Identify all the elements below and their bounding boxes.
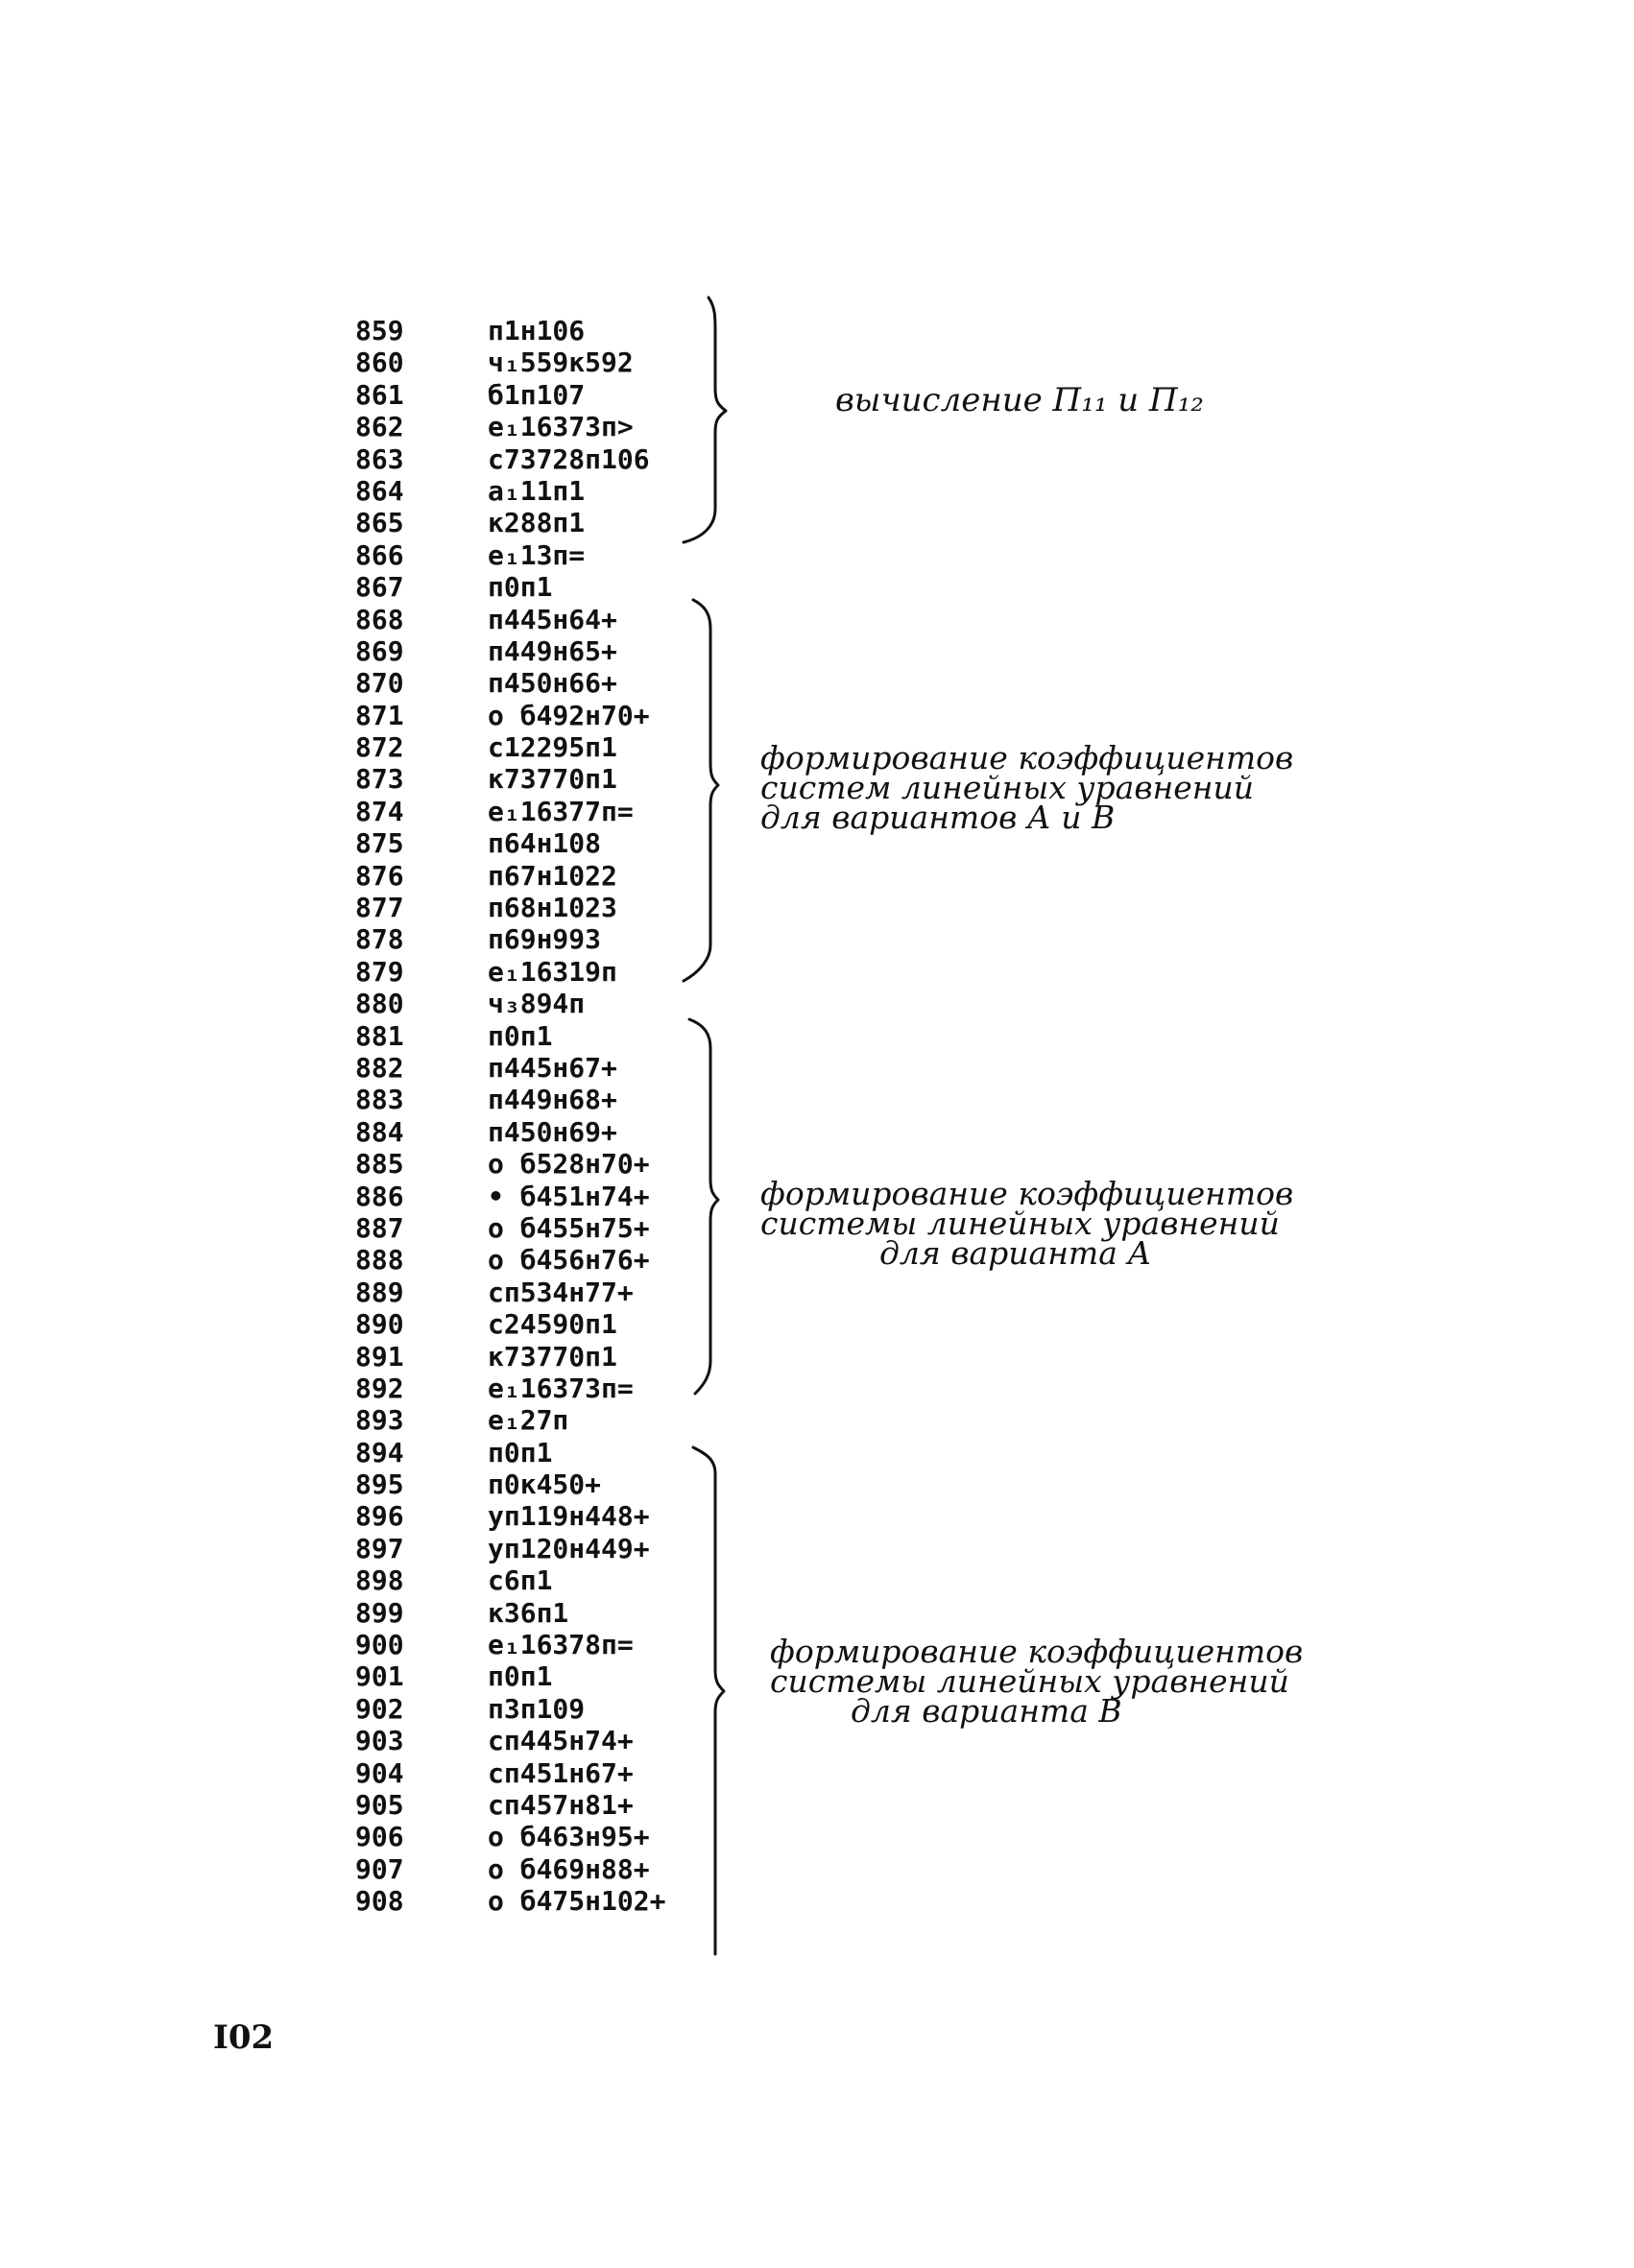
- instruction-code: п450н66+: [488, 667, 617, 700]
- instruction-code: е₁13п=: [488, 538, 586, 571]
- line-number: 860: [355, 346, 404, 379]
- line-number: 867: [355, 571, 404, 604]
- instruction-code: ч₁559к592: [488, 346, 634, 379]
- instruction-code: п449н65+: [488, 634, 617, 667]
- line-number: 902: [355, 1692, 404, 1725]
- line-number: 875: [355, 827, 404, 860]
- line-number: 903: [355, 1725, 404, 1757]
- line-number: 904: [355, 1756, 404, 1789]
- line-number: 864: [355, 474, 404, 507]
- comment-line: для варианта В: [851, 1692, 1122, 1730]
- line-number: 908: [355, 1885, 404, 1918]
- instruction-code: сп451н67+: [488, 1756, 634, 1789]
- instruction-code: уп119н448+: [488, 1500, 650, 1533]
- instruction-code: о б463н95+: [488, 1821, 650, 1853]
- instruction-code: к73770п1: [488, 1340, 617, 1373]
- instruction-code: о б475н102+: [488, 1885, 666, 1918]
- line-number: 859: [355, 315, 404, 346]
- instruction-code: б1п107: [488, 378, 586, 411]
- instruction-code: п445н67+: [488, 1051, 617, 1084]
- instruction-code: п64н108: [488, 827, 602, 860]
- comment-coefficients-a-b: [760, 739, 1294, 836]
- instruction-code: с6п1: [488, 1564, 553, 1597]
- instruction-code: п0к450+: [488, 1468, 602, 1501]
- line-number: 890: [355, 1308, 404, 1341]
- line-number: 892: [355, 1372, 404, 1404]
- line-number: 883: [355, 1084, 404, 1116]
- instruction-code: е₁16378п=: [488, 1629, 634, 1661]
- line-number: 871: [355, 699, 404, 731]
- instruction-code: п0п1: [488, 1019, 553, 1052]
- line-number: 901: [355, 1660, 404, 1693]
- instruction-code: с73728п106: [488, 442, 650, 475]
- instruction-code: е₁27п: [488, 1404, 569, 1437]
- line-number: 891: [355, 1340, 404, 1373]
- instruction-code: с24590п1: [488, 1308, 617, 1341]
- line-number: 882: [355, 1051, 404, 1084]
- line-number: 874: [355, 795, 404, 827]
- line-number: 862: [355, 411, 404, 443]
- instruction-code: о б492н70+: [488, 699, 650, 731]
- comment-compute-p11-p12: [835, 381, 1204, 419]
- line-number: 895: [355, 1468, 404, 1501]
- instruction-code: сп445н74+: [488, 1725, 634, 1757]
- page-number: I02: [213, 2018, 275, 2057]
- line-number: 866: [355, 538, 404, 571]
- instruction-code: сп534н77+: [488, 1276, 634, 1308]
- instruction-code: п0п1: [488, 1436, 553, 1468]
- instruction-code: а₁11п1: [488, 474, 586, 507]
- instruction-code: п450н69+: [488, 1115, 617, 1148]
- instruction-code: • б451н74+: [488, 1180, 650, 1212]
- line-number: 877: [355, 892, 404, 924]
- instruction-code: п0п1: [488, 1660, 553, 1693]
- instruction-code: п3п109: [488, 1692, 586, 1725]
- instruction-code: п68н1023: [488, 892, 617, 924]
- instruction-code: о б528н70+: [488, 1148, 650, 1181]
- instruction-code: е₁16377п=: [488, 795, 634, 827]
- line-number: 878: [355, 923, 404, 956]
- line-number: 879: [355, 955, 404, 988]
- line-number: 869: [355, 634, 404, 667]
- brace-3: [689, 1019, 718, 1394]
- line-number: 905: [355, 1788, 404, 1821]
- line-number: 885: [355, 1148, 404, 1181]
- comment-line: для вариантов А и В: [760, 799, 1116, 836]
- comment-coefficients-b: [770, 1633, 1304, 1730]
- line-number: 863: [355, 442, 404, 475]
- line-number: 865: [355, 507, 404, 539]
- comment-line: формирование коэффициентов: [760, 739, 1294, 776]
- instruction-code: п449н68+: [488, 1084, 617, 1116]
- line-number: 870: [355, 667, 404, 700]
- line-number: 900: [355, 1629, 404, 1661]
- comment-line: вычисление Π₁₁ и Π₁₂: [835, 381, 1204, 419]
- brace-4: [693, 1447, 724, 1954]
- instruction-code: о б455н75+: [488, 1211, 650, 1244]
- line-number: 876: [355, 859, 404, 892]
- comment-coefficients-a: [760, 1175, 1294, 1272]
- brace-1: [684, 298, 726, 542]
- comment-line: систем линейных уравнений: [760, 769, 1255, 806]
- comment-line: формирование коэффициентов: [760, 1175, 1294, 1212]
- instruction-code: п0п1: [488, 571, 553, 604]
- instruction-code: п69н993: [488, 923, 602, 956]
- instruction-code: е₁16373п>: [488, 411, 634, 443]
- instruction-code: к36п1: [488, 1596, 569, 1629]
- line-number: 887: [355, 1211, 404, 1244]
- instruction-code: п445н64+: [488, 603, 617, 635]
- instruction-code: п1н106: [488, 315, 586, 346]
- line-number: 893: [355, 1404, 404, 1437]
- line-number: 888: [355, 1244, 404, 1277]
- line-number: 889: [355, 1276, 404, 1308]
- line-number: 906: [355, 1821, 404, 1853]
- line-number: 898: [355, 1564, 404, 1597]
- line-number: 881: [355, 1019, 404, 1052]
- line-number: 894: [355, 1436, 404, 1468]
- line-number: 861: [355, 378, 404, 411]
- instruction-code: ч₃894п: [488, 988, 586, 1020]
- comment-line: системы линейных уравнений: [770, 1662, 1289, 1700]
- instruction-code: к288п1: [488, 507, 586, 539]
- line-number: 907: [355, 1852, 404, 1885]
- instruction-code: о б456н76+: [488, 1244, 650, 1277]
- instruction-code: сп457н81+: [488, 1788, 634, 1821]
- line-number: 897: [355, 1532, 404, 1564]
- line-number: 899: [355, 1596, 404, 1629]
- line-number: 868: [355, 603, 404, 635]
- line-number: 873: [355, 763, 404, 796]
- line-number: 880: [355, 988, 404, 1020]
- comment-line: для варианта А: [879, 1234, 1152, 1272]
- comment-line: системы линейных уравнений: [760, 1205, 1280, 1242]
- comment-line: формирование коэффициентов: [770, 1633, 1304, 1670]
- instruction-code: с12295п1: [488, 731, 617, 764]
- instruction-code: к73770п1: [488, 763, 617, 796]
- instruction-code: е₁16373п=: [488, 1372, 634, 1404]
- instruction-code: п67н1022: [488, 859, 617, 892]
- instruction-code: е₁16319п: [488, 955, 617, 988]
- instruction-code: уп120н449+: [488, 1532, 650, 1564]
- brace-2: [684, 600, 718, 981]
- instruction-code: о б469н88+: [488, 1852, 650, 1885]
- line-number: 886: [355, 1180, 404, 1212]
- line-number: 896: [355, 1500, 404, 1533]
- line-number: 884: [355, 1115, 404, 1148]
- line-number: 872: [355, 731, 404, 764]
